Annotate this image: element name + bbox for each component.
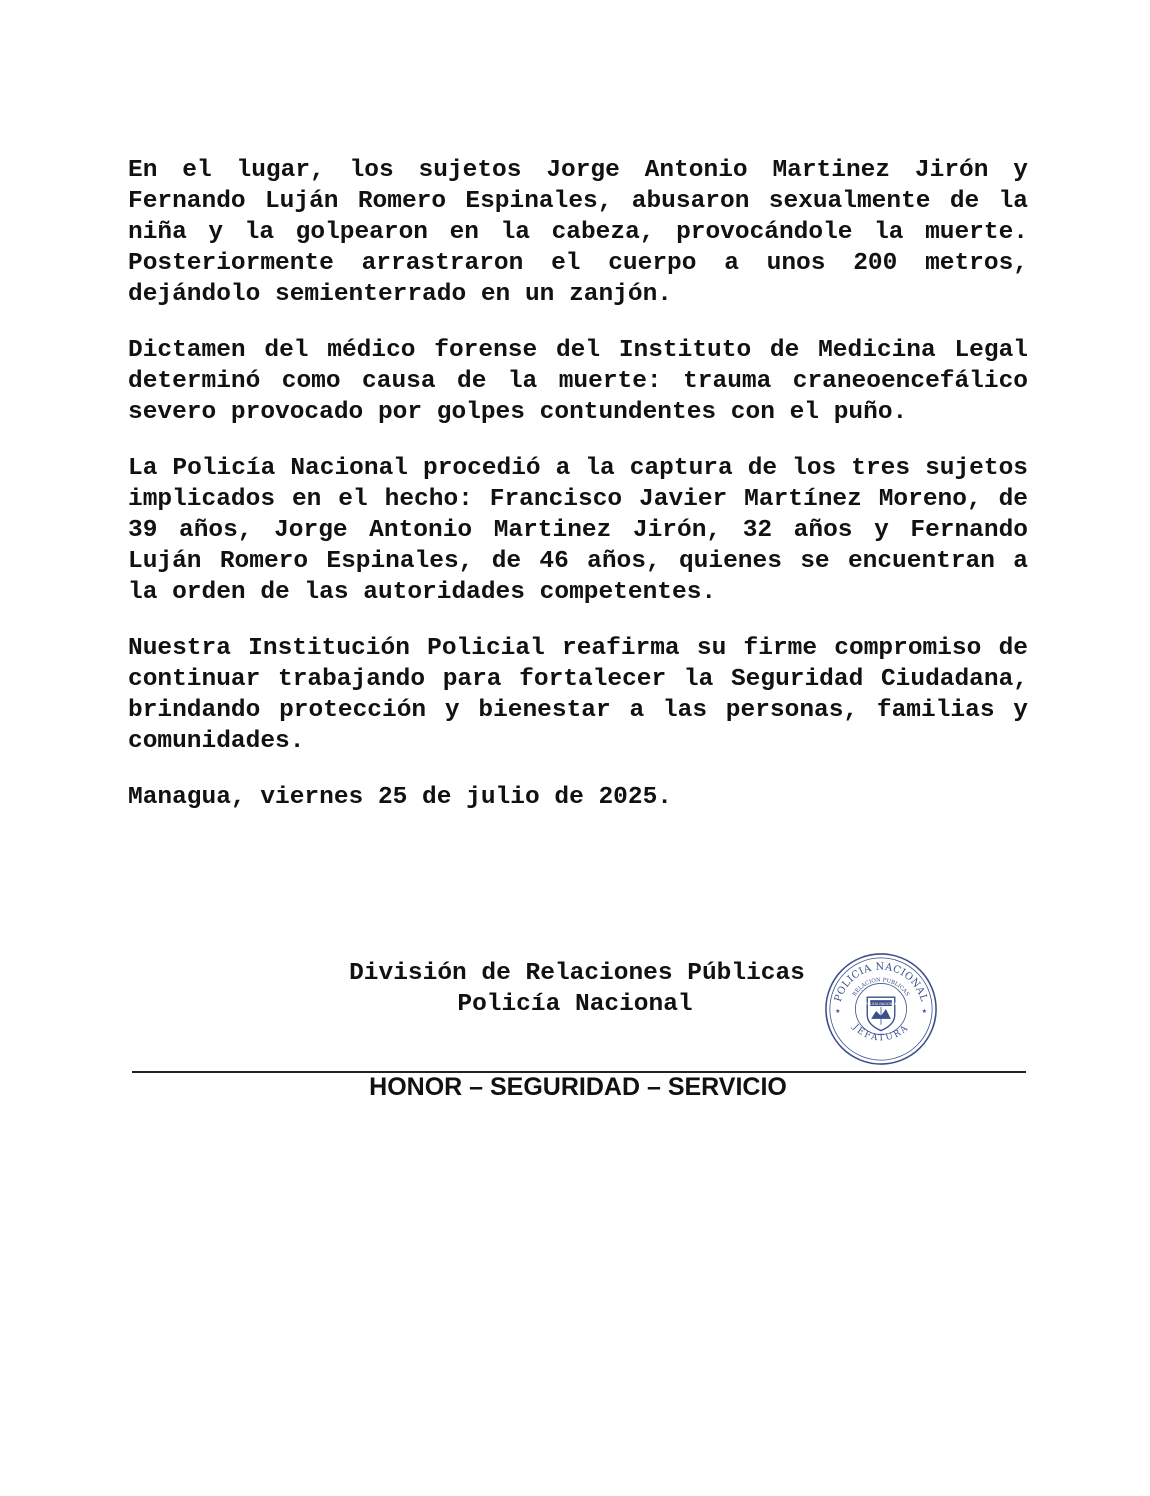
seal-top-text: POLICIA NACIONAL bbox=[832, 961, 930, 1004]
paragraph-4: Nuestra Institución Policial reafirma su firme compromiso de continuar trabajando para fortalecer la Seguridad Ciudadana, brindando protección y bienestar a las personas, familias y comunidades. bbox=[128, 635, 1028, 755]
seal-bottom-text: JEFATURA bbox=[850, 1022, 912, 1044]
paragraph-1: En el lugar, los sujetos Jorge Antonio Martinez Jirón y Fernando Luján Romero Espinales, abusaron sexualmente de la niña y la golpearon en la cabeza, provocándole la muerte. Posteriormente arrastraron el cuerpo a unos 200 metros, dejándolo semienterrado en un zanjón. bbox=[128, 157, 1028, 308]
signature-institution: Policía Nacional bbox=[457, 991, 693, 1018]
seal-inner-text: RELACION PUBLICAS bbox=[851, 977, 911, 998]
signature-division: División de Relaciones Públicas bbox=[349, 960, 805, 987]
police-seal-stamp bbox=[822, 950, 940, 1068]
paragraph-3: La Policía Nacional procedió a la captura de los tres sujetos implicados en el hecho: Francisco Javier Martínez Moreno, de 39 años, Jorge Antonio Martinez Jirón, 32 años y Fernando Luján Romero Espinales, de 46 años, quienes se encuentran a la orden de las autoridades competentes. bbox=[128, 455, 1028, 606]
paragraph-2: Dictamen del médico forense del Instituto de Medicina Legal determinó como causa de la muerte: trauma craneoencefálico severo provocado por golpes contundentes con el puño. bbox=[128, 337, 1028, 426]
institutional-motto: HONOR – SEGURIDAD – SERVICIO bbox=[369, 1073, 787, 1101]
date-line: Managua, viernes 25 de julio de 2025. bbox=[128, 784, 672, 811]
star-icon: ★ bbox=[835, 1008, 841, 1015]
document-body bbox=[128, 155, 1028, 838]
seal-badge-text: POLICIA NACIONAL bbox=[865, 1002, 897, 1007]
signature-block bbox=[0, 958, 1150, 1020]
star-icon: ★ bbox=[921, 1008, 927, 1015]
